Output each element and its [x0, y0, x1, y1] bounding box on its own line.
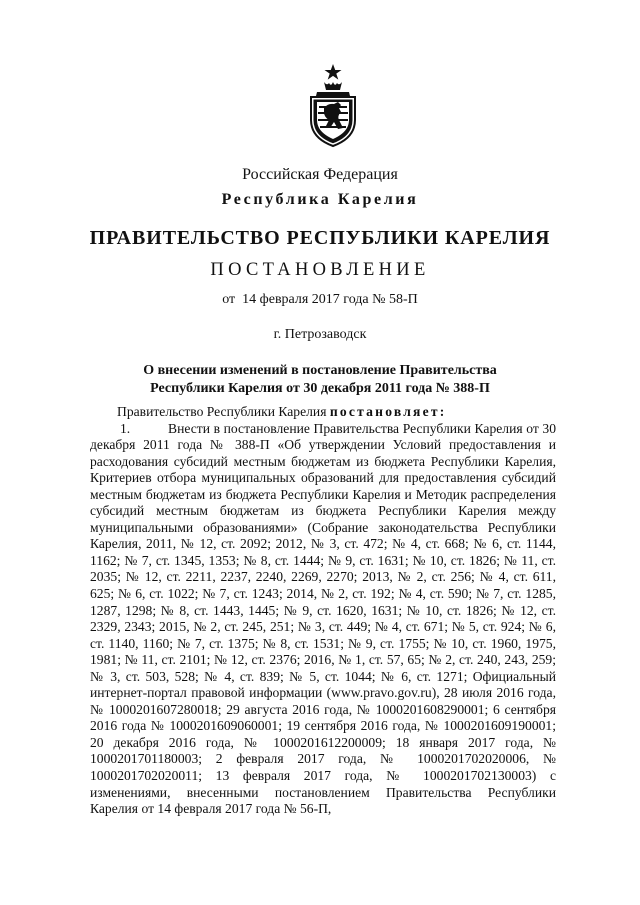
- document-type: ПОСТАНОВЛЕНИЕ: [210, 260, 430, 280]
- item-number: 1.: [120, 420, 131, 436]
- republic-name: Республика Карелия: [221, 191, 419, 208]
- government-title: ПРАВИТЕЛЬСТВО РЕСПУБЛИКИ КАРЕЛИЯ: [89, 227, 551, 249]
- document-title-line-1: О внесении изменений в постановление Правительства: [143, 363, 497, 378]
- intro-paragraph: [90, 404, 556, 421]
- document-title: [0, 362, 640, 398]
- item-1-paragraph: [90, 421, 556, 818]
- federation-name: Российская Федерация: [242, 166, 398, 183]
- item-1-text: Внести в постановление Правительства Республики Карелия от 30 декабря 2011 года № 388-П «Об утверждении Условий предоставления и расходования субсидий местным бюджетам из бюджета Республики Карелия, Критериев отбора муниципальных образований для предоставления субсидий местным бюджетам из бюджета Республики Карелия и Методик распределения субсидий местным бюджетам из бюджета Республики Карелия между муниципальными образованиями» (Собрание законодательства Республики Карелия, 2011, № 12, ст. 2092; 2012, № 3, ст. 472; № 4, ст. 668; № 6, ст. 1144, 1162; № 7, ст. 1345, 1353; № 8, ст. 1444; № 9, ст. 1631; № 10, ст. 1826; № 11, ст. 2035; № 12, ст. 2211, 2237, 2240, 2269, 2270; 2013, № 2, ст. 256; № 4, ст. 611, 625; № 6, ст. 1022; № 7, ст. 1243; 2014, № 2, ст. 192; № 4, ст. 590; № 7, ст. 1285, 1287, 1298; № 8, ст. 1443, 1445; № 9, ст. 1620, 1631; № 10, ст. 1826; № 12, ст. 2329, 2343; 2015, № 2, ст. 245, 251; № 3, ст. 449; № 4, ст. 671; № 5, ст. 924; № 6, ст. 1140, 1160; № 7, ст. 1375; № 8, ст. 1531; № 9, ст. 1755; № 10, ст. 1960, 1975, 1981; № 11, ст. 2101; № 12, ст. 2376; 2016, № 1, ст. 57, 65; № 2, ст. 240, 243, 259; № 3, ст. 503, 528; № 4, ст. 839; № 5, ст. 1044; № 6, ст. 1271; Официальный интернет-портал правовой информации (www.pravo.gov.ru), 28 июля 2016 года, № 1000201607280018; 29 августа 2016 года, № 1000201608290001; 6 сентября 2016 года № 1000201609060001; 19 сентября 2016 года, № 1000201609190001; 20 декабря 2016 года, № 1000201612200009; 18 января 2017 года, № 1000201701180003; 2 февраля 2017 года, № 1000201702020006, № 1000201702020011; 13 февраля 2017 года, № 1000201702130003) с изменениями, внесенными постановлением Правительства Республики Карелия от 14 февраля 2017 года № 56-П,: [90, 420, 556, 817]
- document-title-line-2: Республики Карелия от 30 декабря 2011 года № 388-П: [150, 381, 490, 396]
- intro-text: Правительство Республики Карелия: [117, 404, 327, 419]
- resolves-word: постановляет:: [329, 404, 447, 419]
- karelia-coat-of-arms-icon: [303, 62, 363, 148]
- document-city: г. Петрозаводск: [273, 327, 367, 342]
- document-date: от 14 февраля 2017 года № 58-П: [222, 292, 418, 307]
- document-body: [90, 404, 556, 818]
